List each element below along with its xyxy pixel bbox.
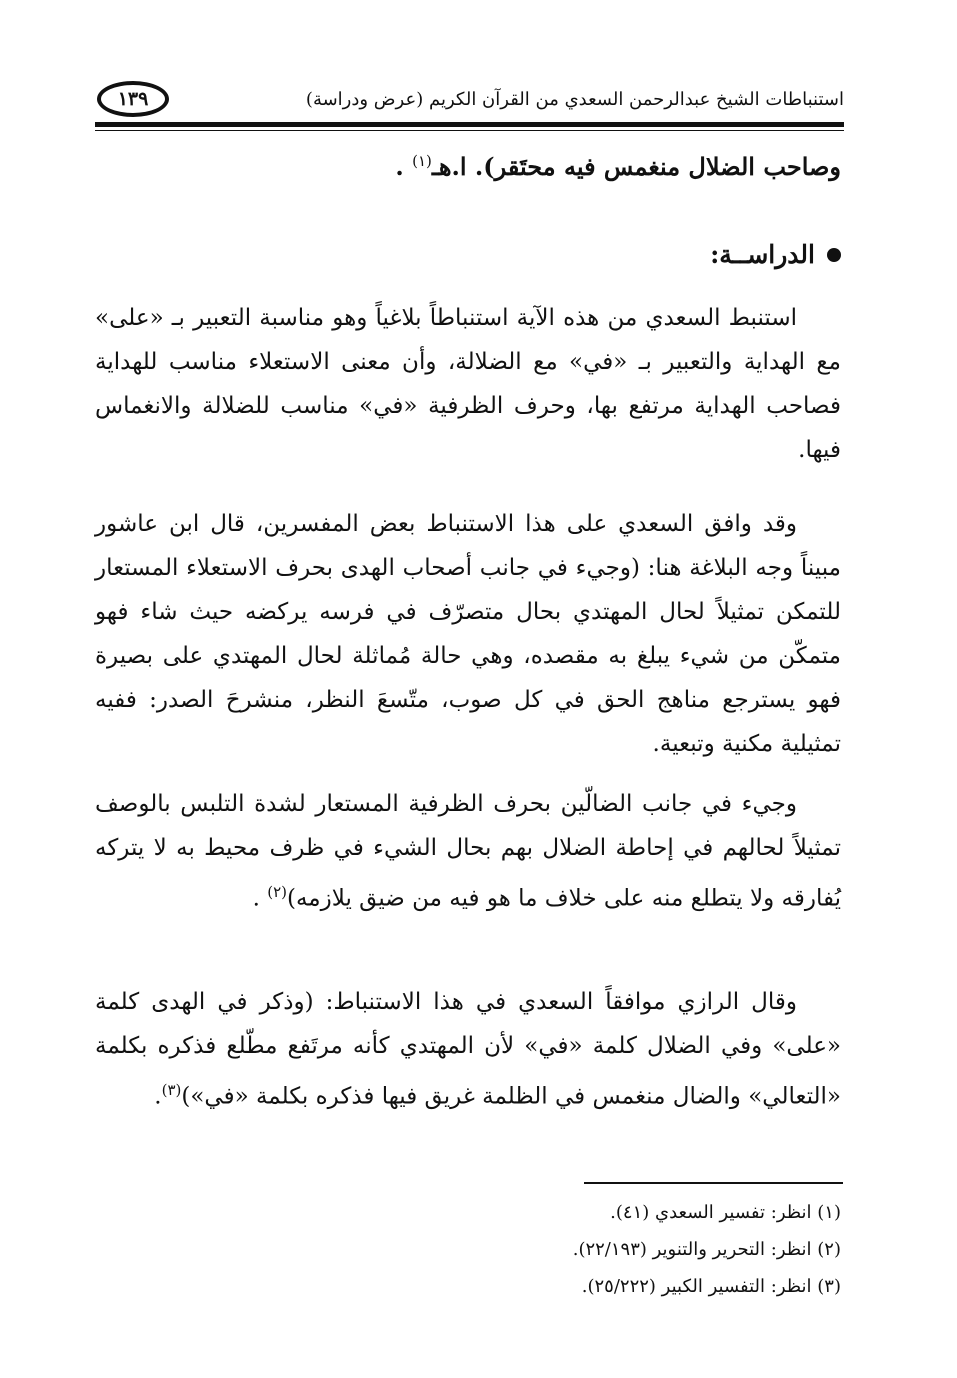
footnote-text: انظر: تفسير السعدي (٤١). xyxy=(610,1202,812,1223)
section-heading xyxy=(710,240,841,269)
footnote-ref: (١) xyxy=(412,152,432,170)
bullet-icon xyxy=(827,248,841,262)
footnote-text: انظر: التحرير والتنوير (٢٢/١٩٣). xyxy=(572,1239,812,1260)
paragraph xyxy=(95,980,841,1119)
header-rule-thin xyxy=(95,130,844,131)
footnote-ref: (٣) xyxy=(161,1081,182,1099)
footnote-separator xyxy=(584,1182,843,1184)
footnote xyxy=(241,1231,841,1268)
footnote-number: (١) xyxy=(817,1202,841,1223)
quote-ending-end: . xyxy=(395,152,413,181)
footnote-text: انظر: التفسير الكبير (٢٥/٢٢٢). xyxy=(581,1276,812,1297)
paragraph-end: . xyxy=(154,1083,162,1110)
footnote-number: (٣) xyxy=(817,1276,841,1297)
page-header xyxy=(95,78,844,120)
quote-ending-line xyxy=(101,152,841,181)
footnote-number: (٢) xyxy=(817,1239,841,1260)
quote-ending-text: وصاحب الضلال منغمس فيه محتَقر). ا.هـ xyxy=(431,152,841,181)
section-heading-text: الدراســة: xyxy=(710,240,815,269)
page-number-badge: ١٣٩ xyxy=(97,81,169,117)
footnote xyxy=(241,1194,841,1231)
footnote-ref: (٢) xyxy=(267,883,287,901)
paragraph-text: استنبط السعدي من هذه الآية استنباطاً بلاغياً وهو مناسبة التعبير بـ «على» مع الهداية والتعبير بـ «في» مع الضلالة، وأن معنى الاستعلاء مناسب للهداية فصاحب الهداية مرتفع بها، وحرف الظرفية «في» مناسب للضلالة والانغماس فيها. xyxy=(95,305,841,463)
running-head: استنباطات الشيخ عبدالرحمن السعدي من القرآن الكريم (عرض ودراسة) xyxy=(305,88,844,110)
paragraph xyxy=(95,502,841,766)
paragraph-text: وقد وافق السعدي على هذا الاستنباط بعض المفسرين، قال ابن عاشور مبيناً وجه البلاغة هنا: (وجيء في جانب أصحاب الهدى بحرف الاستعلاء المستعار للتمكن تمثيلاً لحال المهتدي بحال متصرّف في فرسه يركضه حيث شاء فهو متمكّن من شيء يبلغ به مقصده، وهي حالة مُماثلة لحال المهتدي على بصيرة فهو يسترجع مناهج الحق في كل صوب، متّسعَ النظر، منشرحَ الصدر: ففيه تمثيلية مكنية وتبعية. xyxy=(95,511,841,757)
paragraph-end: . xyxy=(252,885,268,912)
paragraph-text: وقال الرازي موافقاً السعدي في هذا الاستنباط: (وذكر في الهدى كلمة «على» وفي الضلال كلمة «في» لأن المهتدي كأنه مرتَفع مطّلع فذكره بكلمة «التعالي» والضال منغمس في الظلمة غريق فيها فذكره بكلمة «في») xyxy=(95,989,841,1110)
header-rule-thick xyxy=(95,122,844,127)
footnote xyxy=(241,1268,841,1305)
paragraph xyxy=(95,296,841,472)
paragraph-text: وجيء في جانب الضالّين بحرف الظرفية المستعار لشدة التلبس بالوصف تمثيلاً لحالهم في إحاطة الضلال بهم بحال الشيء في ظرف محيط به لا يتركه يُفارقه ولا يتطلع منه على خلاف ما هو فيه من ضيق يلازمه) xyxy=(95,791,841,912)
paragraph xyxy=(95,782,841,921)
footnotes xyxy=(241,1194,841,1305)
